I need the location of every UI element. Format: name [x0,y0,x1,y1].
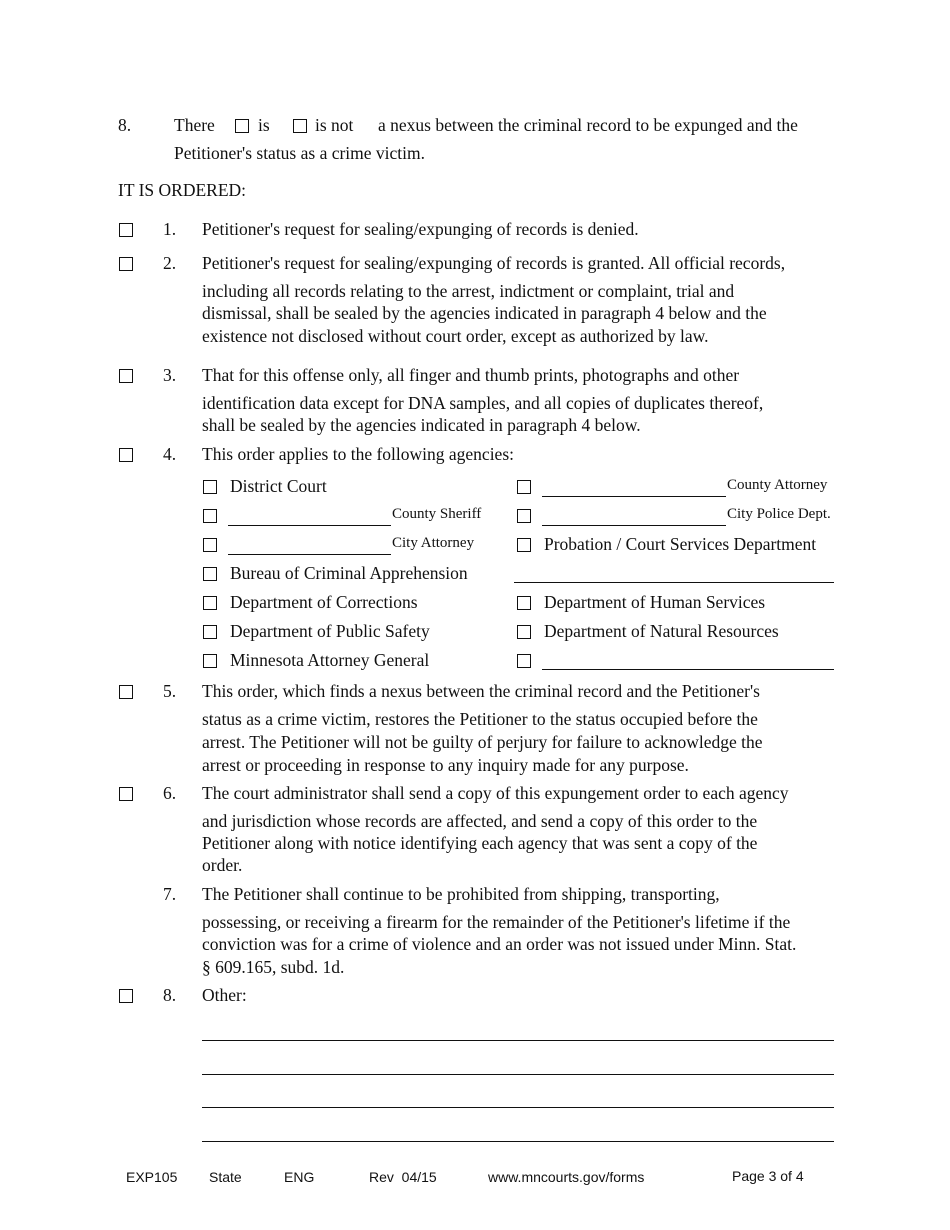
other-blank-line-1[interactable] [202,1040,834,1041]
agency-bca-checkbox[interactable] [203,567,217,581]
footer-url[interactable]: www.mncourts.gov/forms [488,1169,645,1185]
agency-dnr-label: Department of Natural Resources [544,621,779,641]
agency-bca-label: Bureau of Criminal Apprehension [230,563,468,583]
agency-mn-ag-checkbox[interactable] [203,654,217,668]
item-2-line-1: Petitioner's request for sealing/expunging of records is granted. All official records, [202,253,786,273]
agency-district-court-checkbox[interactable] [203,480,217,494]
agency-other-blank-1[interactable] [514,582,834,583]
agency-dhs-checkbox[interactable] [517,596,531,610]
item-3-number: 3. [163,365,177,385]
ordered-heading: IT IS ORDERED: [118,180,247,200]
item-3-checkbox[interactable] [119,369,133,383]
footer-form-id: EXP105 [126,1169,178,1185]
item-7-line-2: possessing, or receiving a firearm for the remainder of the Petitioner's lifetime if the [202,912,791,932]
item-6-line-2: and jurisdiction whose records are affected, and send a copy of this order to the [202,811,758,831]
county-attorney-blank[interactable] [542,496,726,497]
city-police-blank[interactable] [542,525,726,526]
item-5-line-2: status as a crime victim, restores the Petitioner to the status occupied before the [202,709,758,729]
item-3-line-3: shall be sealed by the agencies indicated in paragraph 4 below. [202,415,641,435]
item-6-checkbox[interactable] [119,787,133,801]
finding-8-text-b: Petitioner's status as a crime victim. [174,143,426,163]
item-2-checkbox[interactable] [119,257,133,271]
item-4-text: This order applies to the following agencies: [202,444,515,464]
item-4-number: 4. [163,444,177,464]
item-7-line-3: conviction was for a crime of violence and an order was not issued under Minn. Stat. [202,934,797,954]
city-attorney-blank[interactable] [228,554,391,555]
item-6-line-1: The court administrator shall send a copy of this expungement order to each agency [202,783,789,803]
county-sheriff-blank[interactable] [228,525,391,526]
agency-city-attorney-label: City Attorney [392,535,475,551]
item-2-line-4: existence not disclosed without court order, except as authorized by law. [202,326,709,346]
finding-8-number: 8. [118,115,132,135]
footer-state: State [209,1169,242,1185]
item-5-checkbox[interactable] [119,685,133,699]
agency-doc-label: Department of Corrections [230,592,418,612]
agency-mn-ag-label: Minnesota Attorney General [230,650,430,670]
finding-8-there: There [174,115,215,135]
item-6-line-4: order. [202,855,243,875]
item-6-line-3: Petitioner along with notice identifying each agency that was sent a copy of the [202,833,758,853]
item-5-line-4: arrest or proceeding in response to any inquiry made for any purpose. [202,755,689,775]
agency-doc-checkbox[interactable] [203,596,217,610]
is-checkbox[interactable] [235,119,249,133]
other-blank-line-2[interactable] [202,1074,834,1075]
is-not-checkbox[interactable] [293,119,307,133]
agency-district-court-label: District Court [230,476,327,496]
item-3-line-2: identification data except for DNA samples, and all copies of duplicates thereof, [202,393,764,413]
agency-dhs-label: Department of Human Services [544,592,766,612]
item-7-line-1: The Petitioner shall continue to be prohibited from shipping, transporting, [202,884,720,904]
item-1-number: 1. [163,219,177,239]
item-3-line-1: That for this offense only, all finger and thumb prints, photographs and other [202,365,740,385]
agency-probation-checkbox[interactable] [517,538,531,552]
agency-other-blank-2[interactable] [542,669,834,670]
item-6-number: 6. [163,783,177,803]
is-label: is [258,115,270,135]
item-2-number: 2. [163,253,177,273]
footer-page: Page 3 of 4 [732,1168,804,1184]
other-blank-line-3[interactable] [202,1107,834,1108]
agency-city-police-checkbox[interactable] [517,509,531,523]
agency-county-sheriff-checkbox[interactable] [203,509,217,523]
footer-lang: ENG [284,1169,315,1185]
agency-dps-checkbox[interactable] [203,625,217,639]
footer-rev: Rev 04/15 [369,1169,437,1185]
item-1-text: Petitioner's request for sealing/expunging of records is denied. [202,219,639,239]
agency-dnr-checkbox[interactable] [517,625,531,639]
item-8-label: Other: [202,985,247,1005]
agency-probation-label: Probation / Court Services Department [544,534,817,554]
other-blank-line-4[interactable] [202,1141,834,1142]
item-5-line-3: arrest. The Petitioner will not be guilty of perjury for failure to acknowledge the [202,732,763,752]
item-8-checkbox[interactable] [119,989,133,1003]
item-7-number: 7. [163,884,177,904]
agency-dps-label: Department of Public Safety [230,621,430,641]
item-2-line-2: including all records relating to the arrest, indictment or complaint, trial and [202,281,735,301]
agency-city-attorney-checkbox[interactable] [203,538,217,552]
item-8-number: 8. [163,985,177,1005]
agency-county-sheriff-label: County Sheriff [392,506,482,522]
agency-county-attorney-label: County Attorney [727,477,828,493]
item-2-line-3: dismissal, shall be sealed by the agencies indicated in paragraph 4 below and the [202,303,767,323]
item-1-checkbox[interactable] [119,223,133,237]
item-5-line-1: This order, which finds a nexus between the criminal record and the Petitioner's [202,681,760,701]
item-4-checkbox[interactable] [119,448,133,462]
agency-city-police-label: City Police Dept. [727,506,831,522]
is-not-label: is not [315,115,354,135]
item-7-line-4: § 609.165, subd. 1d. [202,957,345,977]
agency-county-attorney-checkbox[interactable] [517,480,531,494]
agency-other-checkbox[interactable] [517,654,531,668]
item-5-number: 5. [163,681,177,701]
finding-8-text-a: a nexus between the criminal record to be expunged and the [378,115,798,135]
